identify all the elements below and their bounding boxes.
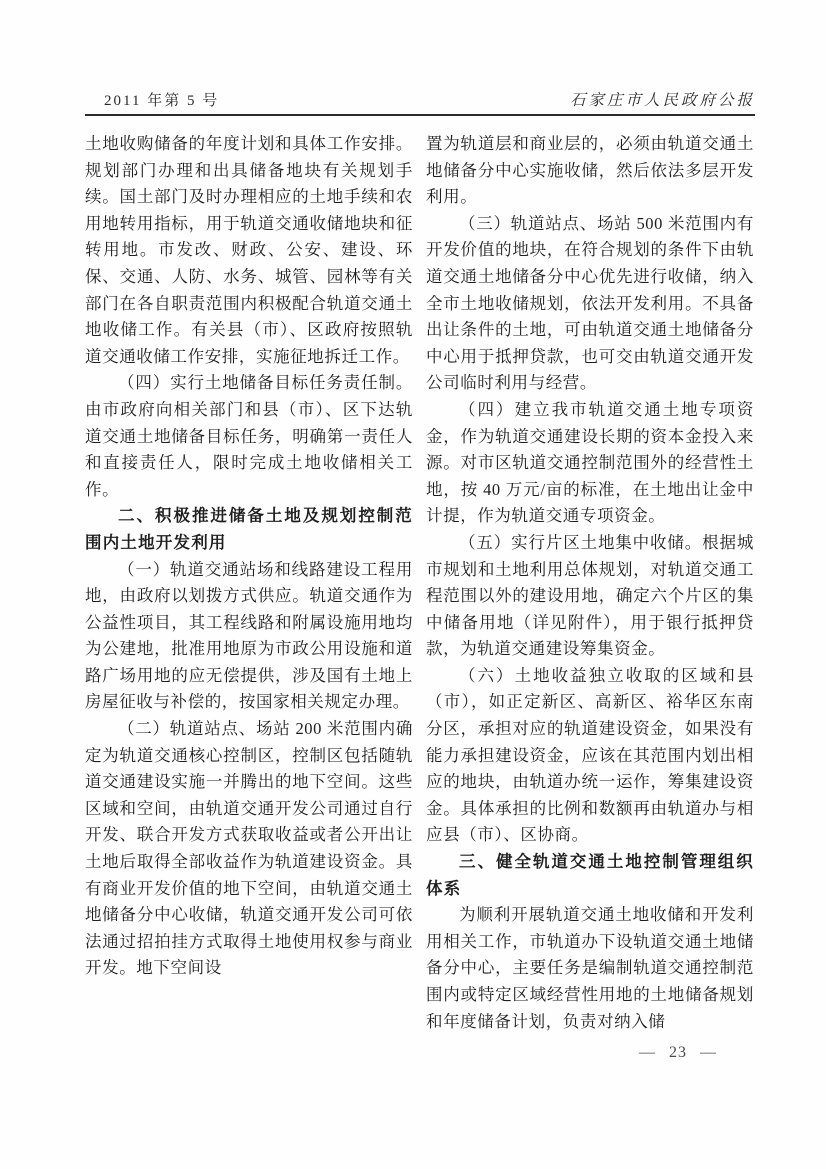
paragraph-item-5: （五）实行片区土地集中收储。根据城市规划和土地利用总体规划，对轨道交通工程范围以外的建设用地，确定六个片区的集中储备用地（详见附件），用于银行抵押贷款，为轨道交通建设筹集资金。 xyxy=(426,532,754,659)
header-issue-number: 2011 年第 5 号 xyxy=(104,93,220,109)
section-heading-3: 三、健全轨道交通土地控制管理组织体系 xyxy=(426,853,754,898)
page-number: — 23 — xyxy=(639,1044,717,1061)
body-columns xyxy=(85,131,755,1035)
paragraph-item-6: （六）土地收益独立收取的区域和县（市），如正定新区、高新区、裕华区东南分区，承担对应的轨道建设资金，如果没有能力承担建设资金，应该在其范围内划出相应的地块，由轨道办统一运作，筹集建设资金。具体承担的比例和数额再由轨道办与相应县（市）、区协商。 xyxy=(426,665,754,845)
left-column xyxy=(85,131,413,1035)
section-heading-2: 二、积极推进储备土地及规划控制范围内土地开发利用 xyxy=(85,507,413,552)
paragraph-item-2: （二）轨道站点、场站 200 米范围内确定为轨道交通核心控制区，控制区包括随轨道交通建设实施一并腾出的地下空间。这些区域和空间，由轨道交通开发公司通过自行开发、联合开发方式获取收益或者公开出让土地后取得全部收益作为轨道建设资金。具有商业开发价值的地下空间，由轨道交通土地储备分中心收储，轨道交通开发公司可依法通过招拍挂方式取得土地使用权参与商业开发。地下空间设 xyxy=(85,719,413,978)
paragraph-item-3: （三）轨道站点、场站 500 米范围内有开发价值的地块，在符合规划的条件下由轨道交通土地储备分中心优先进行收储，纳入全市土地收储规划，依法开发利用。不具备出让条件的土地，可由轨道交通土地储备分中心用于抵押贷款，也可交由轨道交通开发公司临时利用与经营。 xyxy=(426,213,754,393)
page-header xyxy=(85,88,755,110)
header-publication-title: 石家庄市人民政府公报 xyxy=(569,92,755,109)
paragraph-item-1: （一）轨道交通站场和线路建设工程用地，由政府以划拨方式供应。轨道交通作为公益性项目，其工程线路和附属设施用地均为公建地，批准用地原为市政公用设施和道路广场用地的应无偿提供，涉及国有土地上房屋征收与补偿的，按国家相关规定办理。 xyxy=(85,559,413,712)
paragraph-item-4: （四）实行土地储备目标任务责任制。由市政府向相关部门和县（市）、区下达轨道交通土地储备目标任务，明确第一责任人和直接责任人，限时完成土地收储相关工作。 xyxy=(85,373,413,499)
paragraph-body: 为顺利开展轨道交通土地收储和开发利用相关工作，市轨道办下设轨道交通土地储备分中心，主要任务是编制轨道交通控制范围内或特定区域经营性用地的土地储备规划和年度储备计划，负责对纳入储 xyxy=(426,905,754,1031)
paragraph-continued: 土地收购储备的年度计划和具体工作安排。规划部门办理和出具储备地块有关规划手续。国土部门及时办理相应的土地手续和农用地转用指标，用于轨道交通收储地块和征转用地。市发改、财政、公安、建设、环保、交通、人防、水务、城管、园林等有关部门在各自职责范围内积极配合轨道交通土地收储工作。有关县（市）、区政府按照轨道交通收储工作安排，实施征地拆迁工作。 xyxy=(85,134,413,366)
right-column xyxy=(426,131,754,1035)
paragraph-item-4b: （四）建立我市轨道交通土地专项资金，作为轨道交通建设长期的资本金投入来源。对市区轨道交通控制范围外的经营性土地，按 40 万元/亩的标准，在土地出让金中计提，作为轨道交通专项资金。 xyxy=(426,399,754,526)
paragraph-continued: 置为轨道层和商业层的，必须由轨道交通土地储备分中心实施收储，然后依法多层开发利用。 xyxy=(426,134,754,207)
header-rule xyxy=(85,114,755,116)
